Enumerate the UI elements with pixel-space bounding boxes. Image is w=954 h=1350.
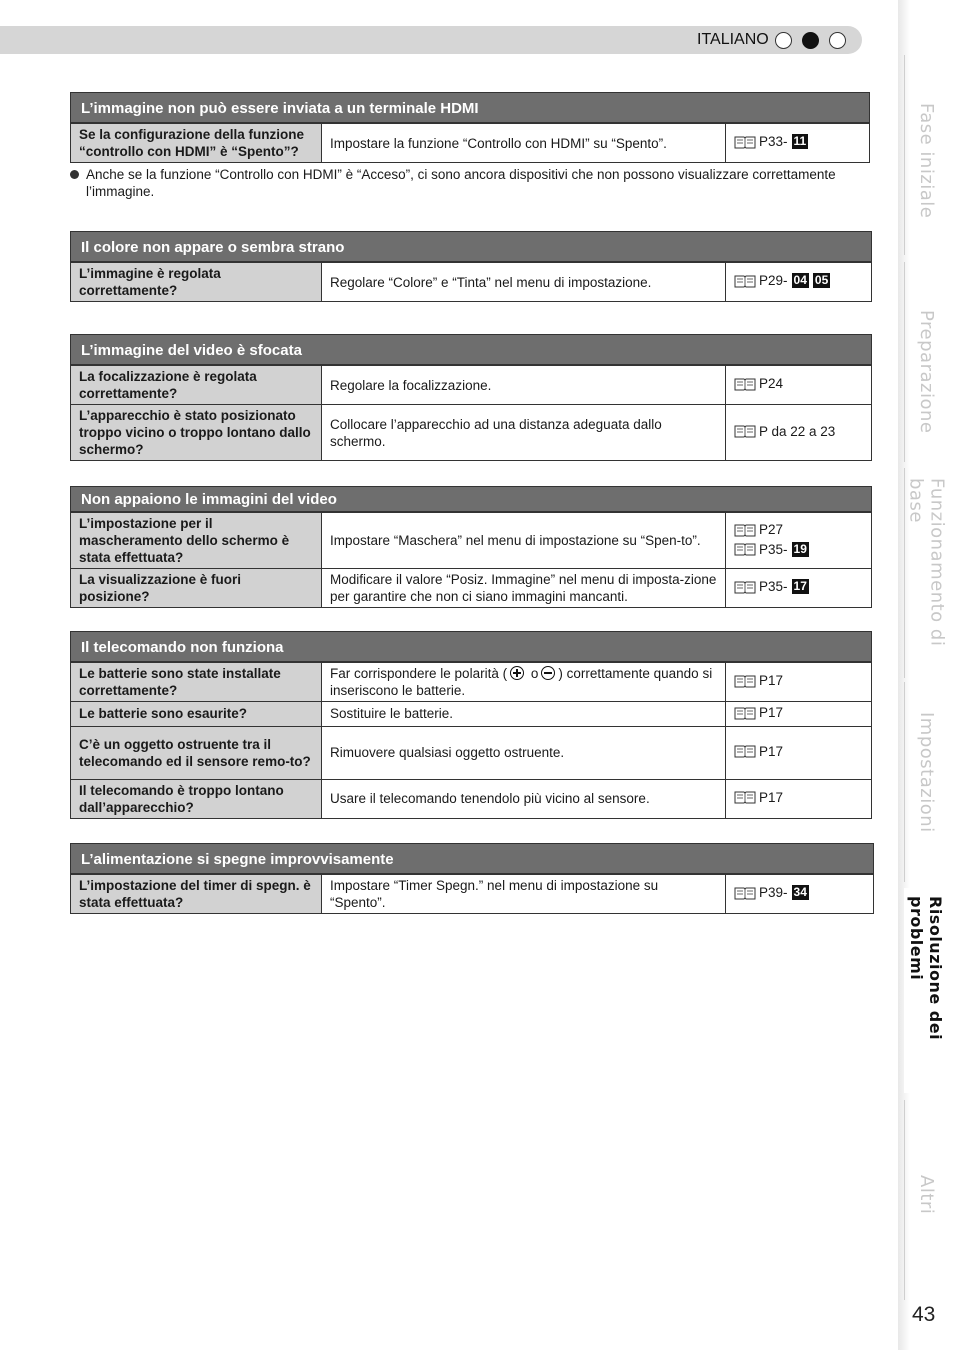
question-cell: La focalizzazione è regolata correttamente? bbox=[71, 366, 322, 405]
section-sfocata bbox=[70, 334, 872, 461]
page-reference[interactable] bbox=[734, 521, 783, 538]
table-row bbox=[71, 779, 872, 818]
reference-cell bbox=[726, 779, 872, 818]
reference-cell bbox=[726, 124, 870, 163]
step-badge: 05 bbox=[814, 273, 829, 288]
language-indicator bbox=[697, 31, 846, 49]
section-alimentazione bbox=[70, 843, 874, 914]
section-title: Il telecomando non funziona bbox=[70, 631, 872, 662]
side-tab-label: Risoluzione dei problemi bbox=[907, 896, 945, 1041]
side-tab-impostazioni[interactable] bbox=[904, 682, 948, 882]
question-cell: L’apparecchio è stato posizionato troppo vicino o troppo lontano dallo schermo? bbox=[71, 405, 322, 461]
table-row bbox=[71, 405, 872, 461]
page-ref-text: P17 bbox=[759, 789, 784, 805]
question-cell: Le batterie sono esaurite? bbox=[71, 702, 322, 727]
note-bullet bbox=[70, 166, 850, 200]
language-label: ITALIANO bbox=[697, 31, 769, 48]
page-ref-text: P35- bbox=[759, 541, 788, 557]
answer-text-pre: Far corrispondere le polarità ( bbox=[330, 666, 508, 681]
answer-text-post: ) correttamente quando si inseriscono le batterie. bbox=[330, 666, 713, 698]
filled-circle-icon bbox=[802, 32, 819, 49]
book-icon bbox=[734, 424, 756, 438]
page-ref-text: P17 bbox=[759, 743, 784, 759]
book-icon bbox=[734, 135, 756, 149]
table-row bbox=[71, 513, 872, 569]
side-tab-label: Preparazione bbox=[916, 310, 937, 434]
reference-cell bbox=[726, 513, 872, 569]
side-tab-funzionamento-di-base[interactable] bbox=[904, 468, 948, 678]
book-icon bbox=[734, 886, 756, 900]
book-icon bbox=[734, 274, 756, 288]
table-row bbox=[71, 875, 874, 914]
page-reference[interactable] bbox=[734, 423, 835, 440]
answer-cell: Regolare “Colore” e “Tinta” nel menu di impostazione. bbox=[322, 263, 726, 302]
troubleshoot-table bbox=[70, 662, 872, 819]
answer-cell: Sostituire le batterie. bbox=[322, 702, 726, 727]
step-badge: 17 bbox=[793, 579, 807, 594]
step-badge: 04 bbox=[793, 273, 807, 288]
question-cell: Il telecomando è troppo lontano dall’apparecchio? bbox=[71, 779, 322, 818]
bullet-icon bbox=[70, 170, 79, 179]
side-tab-risoluzione-dei-problemi[interactable] bbox=[904, 888, 948, 1093]
book-icon bbox=[734, 706, 756, 720]
plus-polarity-icon bbox=[510, 666, 524, 680]
section-title: L’immagine non può essere inviata a un terminale HDMI bbox=[70, 92, 870, 123]
side-tab-altri[interactable] bbox=[904, 1100, 948, 1300]
language-dots bbox=[775, 32, 846, 49]
table-row bbox=[71, 124, 870, 163]
note-text: Anche se la funzione “Controllo con HDMI” è “Acceso”, ci sono ancora dispositivi che non possono visualizzare correttamente l’immagine. bbox=[86, 167, 836, 199]
question-cell: Se la configurazione della funzione “controllo con HDMI” è “Spento”? bbox=[71, 124, 322, 163]
side-tab-label: Impostazioni bbox=[916, 712, 937, 833]
question-cell: Le batterie sono state installate correttamente? bbox=[71, 663, 322, 702]
answer-cell: Modificare il valore “Posiz. Immagine” nel menu di imposta-zione per garantire che non ci siano immagini mancanti. bbox=[322, 569, 726, 608]
book-icon bbox=[734, 674, 756, 688]
page-reference[interactable] bbox=[734, 578, 809, 595]
circle-icon bbox=[829, 32, 846, 49]
book-icon bbox=[734, 542, 756, 556]
section-colore bbox=[70, 231, 872, 302]
page-ref-text: P17 bbox=[759, 673, 784, 689]
answer-cell: Collocare l’apparecchio ad una distanza adeguata dallo schermo. bbox=[322, 405, 726, 461]
page-ref-text: P27 bbox=[759, 522, 784, 537]
reference-cell bbox=[726, 875, 874, 914]
side-tab-label: Fase iniziale bbox=[916, 103, 937, 219]
circle-icon bbox=[775, 32, 792, 49]
reference-cell bbox=[726, 263, 872, 302]
answer-text-mid: o bbox=[530, 666, 539, 681]
side-tab-label: Altri bbox=[916, 1175, 937, 1215]
page-reference[interactable] bbox=[734, 541, 809, 558]
troubleshoot-table bbox=[70, 874, 874, 914]
book-icon bbox=[734, 744, 756, 758]
page-ref-text: P da 22 a 23 bbox=[759, 423, 836, 439]
side-tab-preparazione[interactable] bbox=[904, 262, 948, 462]
step-badge: 19 bbox=[793, 541, 807, 556]
answer-cell: Rimuovere qualsiasi oggetto ostruente. bbox=[322, 726, 726, 779]
page-ref-text: P39- bbox=[759, 885, 788, 901]
section-immagini-video bbox=[70, 486, 872, 608]
question-cell: L’impostazione del timer di spegn. è stata effettuata? bbox=[71, 875, 322, 914]
answer-cell: Regolare la focalizzazione. bbox=[322, 366, 726, 405]
question-cell: La visualizzazione è fuori posizione? bbox=[71, 569, 322, 608]
page-reference[interactable] bbox=[734, 789, 783, 806]
section-hdmi bbox=[70, 92, 870, 163]
section-title: Non appaiono le immagini del video bbox=[70, 486, 872, 512]
table-row bbox=[71, 726, 872, 779]
answer-cell: Impostare la funzione “Controllo con HDMI” su “Spento”. bbox=[322, 124, 726, 163]
question-cell: L’impostazione per il mascheramento dello schermo è stata effettuata? bbox=[71, 513, 322, 569]
table-row bbox=[71, 702, 872, 727]
section-title: L’alimentazione si spegne improvvisamente bbox=[70, 843, 874, 874]
side-tab-fase-iniziale[interactable] bbox=[904, 55, 948, 255]
reference-cell bbox=[726, 569, 872, 608]
page-ref-text: P29- bbox=[759, 273, 788, 289]
step-badge: 34 bbox=[793, 885, 807, 900]
reference-cell bbox=[726, 702, 872, 727]
page-ref-text: P24 bbox=[759, 376, 784, 392]
minus-polarity-icon bbox=[541, 666, 555, 680]
answer-cell: Impostare “Timer Spegn.” nel menu di impostazione su “Spento”. bbox=[322, 875, 726, 914]
page-reference[interactable] bbox=[734, 375, 783, 392]
troubleshoot-table bbox=[70, 123, 870, 163]
page-reference[interactable] bbox=[734, 272, 830, 289]
reference-cell bbox=[726, 663, 872, 702]
side-tab-label: Funzionamento di base bbox=[905, 478, 948, 647]
answer-cell: Usare il telecomando tenendolo più vicino al sensore. bbox=[322, 779, 726, 818]
page-reference[interactable] bbox=[734, 884, 809, 901]
page-reference[interactable] bbox=[734, 672, 783, 689]
page-ref-text: P35- bbox=[759, 579, 788, 595]
page-reference[interactable] bbox=[734, 743, 783, 760]
reference-cell bbox=[726, 726, 872, 779]
table-row bbox=[71, 569, 872, 608]
page-ref-text: P17 bbox=[759, 705, 784, 720]
troubleshoot-table bbox=[70, 365, 872, 461]
page-reference[interactable] bbox=[734, 704, 783, 721]
section-telecomando bbox=[70, 631, 872, 819]
book-icon bbox=[734, 377, 756, 391]
table-row bbox=[71, 263, 872, 302]
step-badge: 11 bbox=[793, 134, 807, 149]
page-ref-text: P33- bbox=[759, 134, 788, 150]
table-row bbox=[71, 663, 872, 702]
question-cell: L’immagine è regolata correttamente? bbox=[71, 263, 322, 302]
answer-cell: Impostare “Maschera” nel menu di impostazione su “Spen-to”. bbox=[322, 513, 726, 569]
reference-cell bbox=[726, 405, 872, 461]
question-cell: C’è un oggetto ostruente tra il telecomando ed il sensore remo-to? bbox=[71, 726, 322, 779]
troubleshoot-table bbox=[70, 512, 872, 608]
book-icon bbox=[734, 580, 756, 594]
table-row bbox=[71, 366, 872, 405]
answer-cell bbox=[322, 663, 726, 702]
section-title: Il colore non appare o sembra strano bbox=[70, 231, 872, 262]
book-icon bbox=[734, 790, 756, 804]
section-title: L’immagine del video è sfocata bbox=[70, 334, 872, 365]
book-icon bbox=[734, 523, 756, 537]
page-reference[interactable] bbox=[734, 133, 808, 150]
reference-cell bbox=[726, 366, 872, 405]
troubleshoot-table bbox=[70, 262, 872, 302]
page-number: 43 bbox=[912, 1303, 936, 1326]
